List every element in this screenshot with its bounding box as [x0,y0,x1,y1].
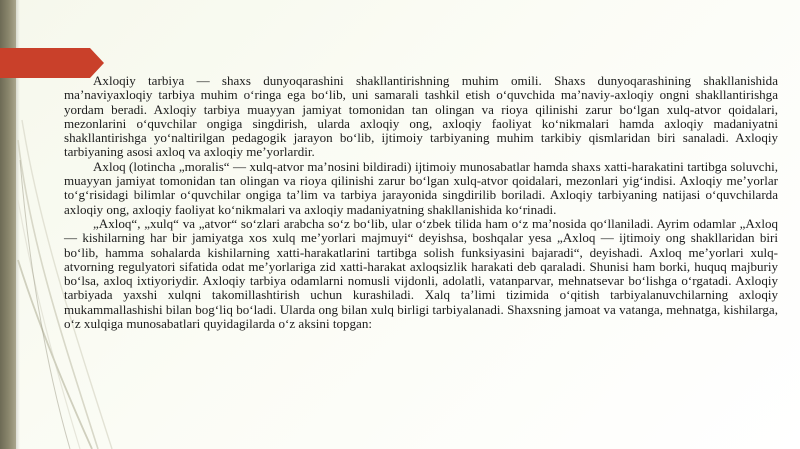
paragraph-1: Axloqiy tarbiya — shaxs dunyoqarashini shakllantirishning muhim omili. Shaxs dunyoqarashining shakllanishida ma’naviyaxloqiy tarbiya muhim o‘ringa ega bo‘lib, uni samarali tashkil etish o‘quvchida ma’naviy-axloqiy ongni shakllantirishga yordam beradi. Axloqiy tarbiya muayyan jamiyat tomonidan tan olingan va rioya qilinishi zarur bo‘lgan xulq-atvor qoidalari, mezonlarini o‘quvchilar ongiga singdirish, ularda axloqiy ong, axloqiy faoliyat ko‘nikmalari hamda axloqiy madaniyatni shakllantirishga yo‘naltirilgan pedagogik jarayon bo‘lib, ijtimoiy tarbiyaning muhim tarkibiy qismlaridan biri sanaladi. Axloqiy tarbiyaning asosi axloq va axloqiy me’yorlardir. [64,73,778,160]
paragraph-3: „Axloq“, „xulq“ va „atvor“ so‘zlari arabcha so‘z bo‘lib, ular o‘zbek tilida ham o‘z ma’nosida qo‘llaniladi. Ayrim odamlar „Axloq — kishilarning har bir jamiyatga xos xulq me’yorlari majmuyi“ deyishsa, boshqalar yesa „Axloq — ijtimoiy ong shakllaridan biri bo‘lib, hamma sohalarda kishilarning xatti-harakatlarini tartibga solish funksiyasini bajaradi“, deyishadi. Axloq me’yorlari xulq-atvorning regulyatori sifatida odat me’yorlariga zid xatti-harakat axloqsizlik harakati deb qaraladi. Shunisi ham borki, huquq majburiy bo‘lsa, axloq ixtiyoriydir. Axloqiy tarbiya odamlarni nomusli vijdonli, adolatli, vatanparvar, mehnatsevar bo‘lishga o‘rgatadi. Axloqiy tarbiyada yaxshi xulqni takomillashtirish uchun kurashiladi. Xalq ta’limi tizimida o‘qitish tarbiyalanuvchilarning axloqiy mukammallashishi bilan bog‘liq bo‘ladi. Ularda ong bilan xulq birligi tarbiyalanadi. Shaxsning jamoat va vatanga, mehnatga, kishilarga, o‘z xulqiga munosabatlari quyidagilarda o‘z aksini topgan: [64,215,778,332]
paragraph-2: Axloq (lotincha „moralis“ — xulq-atvor ma’nosini bildiradi) ijtimoiy munosabatlar hamda shaxs xatti-harakatini tartibga soluvchi, muayyan jamiyat tomonidan tan olingan va rioya qilinishi zarur bo‘lgan xulq-atvor qoidalari, mezonlari yig‘indisi. Axloqiy me’yorlar to‘g‘risidagi bilimlar o‘quvchilar ongiga ta’lim va tarbiya jarayonida singdirilib boriladi. Axloqiy tarbiyaning natijasi o‘quvchilarda axloqiy ong, axloqiy faoliyat ko‘nikmalari va axloqiy madaniyatning shakllanishida ko‘rinadi. [64,158,778,217]
body-text [64,74,778,331]
